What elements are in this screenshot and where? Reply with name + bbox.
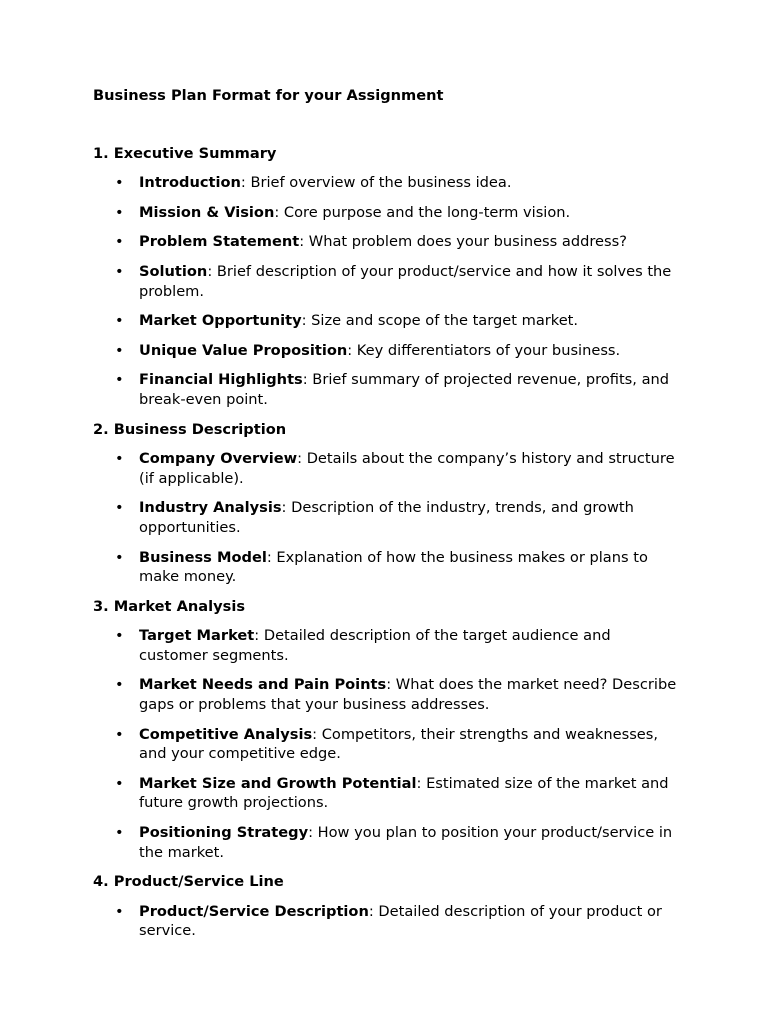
section-heading: 3. Market Analysis bbox=[93, 597, 246, 615]
list-item bbox=[115, 902, 678, 941]
list-item bbox=[115, 311, 678, 331]
list-item bbox=[115, 823, 678, 862]
bullet-icon: • bbox=[115, 774, 124, 792]
list-item bbox=[115, 548, 678, 587]
list-item bbox=[115, 370, 678, 409]
section-heading: 2. Business Description bbox=[93, 420, 287, 438]
item-description: : Brief summary of projected revenue, profits, and break-even point. bbox=[139, 371, 670, 408]
bullet-icon: • bbox=[115, 233, 124, 251]
item-description: : Brief overview of the business idea. bbox=[240, 174, 512, 192]
section-heading: 1. Executive Summary bbox=[93, 144, 277, 162]
list-item bbox=[115, 262, 678, 301]
bullet-icon: • bbox=[115, 902, 124, 920]
item-description: : Detailed description of the target audience and customer segments. bbox=[139, 627, 611, 664]
list-item bbox=[115, 232, 678, 252]
item-term: Industry Analysis bbox=[139, 499, 282, 517]
item-description: : How you plan to position your product/service in the market. bbox=[139, 824, 673, 861]
bullet-icon: • bbox=[115, 548, 124, 566]
list-item bbox=[115, 203, 678, 223]
item-term: Introduction bbox=[139, 174, 241, 192]
item-description: : What problem does your business address? bbox=[299, 233, 627, 251]
list-item bbox=[115, 173, 678, 193]
section-bullet-list bbox=[93, 449, 678, 587]
document-body bbox=[93, 144, 678, 941]
item-description: : Description of the industry, trends, and growth opportunities. bbox=[139, 499, 634, 536]
section-bullet-list bbox=[93, 626, 678, 862]
list-item bbox=[115, 626, 678, 665]
bullet-icon: • bbox=[115, 450, 124, 468]
bullet-icon: • bbox=[115, 676, 124, 694]
bullet-icon: • bbox=[115, 627, 124, 645]
item-description: : Size and scope of the target market. bbox=[301, 312, 579, 330]
item-term: Product/Service Description bbox=[139, 902, 369, 920]
item-description: : Core purpose and the long-term vision. bbox=[274, 203, 571, 221]
item-term: Solution bbox=[139, 262, 208, 280]
item-description: : Detailed description of your product or service. bbox=[139, 902, 662, 940]
item-description: : Details about the company’s history and structure (if applicable). bbox=[139, 450, 675, 487]
item-description: : What does the market need? Describe gaps or problems that your business addresses. bbox=[139, 676, 677, 714]
item-term: Competitive Analysis bbox=[139, 725, 313, 743]
item-description: : Competitors, their strengths and weaknesses, and your competitive edge. bbox=[139, 725, 659, 763]
bullet-icon: • bbox=[115, 499, 124, 517]
item-description: : Brief description of your product/service and how it solves the problem. bbox=[139, 262, 672, 300]
section-heading: 4. Product/Service Line bbox=[93, 873, 284, 891]
item-description: : Explanation of how the business makes or plans to make money. bbox=[139, 548, 648, 586]
section-bullet-list bbox=[93, 902, 678, 941]
bullet-icon: • bbox=[115, 174, 124, 192]
item-term: Business Model bbox=[139, 548, 267, 566]
bullet-icon: • bbox=[115, 371, 124, 389]
item-term: Mission & Vision bbox=[139, 203, 275, 221]
item-term: Problem Statement bbox=[139, 233, 300, 251]
item-term: Financial Highlights bbox=[139, 371, 303, 389]
list-item bbox=[115, 341, 678, 361]
section-bullet-list bbox=[93, 173, 678, 409]
bullet-icon: • bbox=[115, 203, 124, 221]
bullet-icon: • bbox=[115, 824, 124, 842]
item-term: Company Overview bbox=[139, 450, 298, 468]
item-term: Target Market bbox=[139, 627, 255, 645]
item-term: Market Size and Growth Potential bbox=[139, 774, 417, 792]
bullet-icon: • bbox=[115, 725, 124, 743]
list-item bbox=[115, 449, 678, 488]
list-item bbox=[115, 725, 678, 764]
bullet-icon: • bbox=[115, 312, 124, 330]
bullet-icon: • bbox=[115, 262, 124, 280]
list-item bbox=[115, 675, 678, 714]
item-term: Market Opportunity bbox=[139, 312, 302, 330]
item-description: : Estimated size of the market and future growth projections. bbox=[139, 774, 669, 812]
item-description: : Key differentiators of your business. bbox=[347, 341, 621, 359]
bullet-icon: • bbox=[115, 341, 124, 359]
item-term: Unique Value Proposition bbox=[139, 341, 348, 359]
list-item bbox=[115, 498, 678, 537]
item-term: Positioning Strategy bbox=[139, 824, 309, 842]
list-item bbox=[115, 774, 678, 813]
document-title: Business Plan Format for your Assignment bbox=[93, 87, 444, 104]
item-term: Market Needs and Pain Points bbox=[139, 676, 387, 694]
